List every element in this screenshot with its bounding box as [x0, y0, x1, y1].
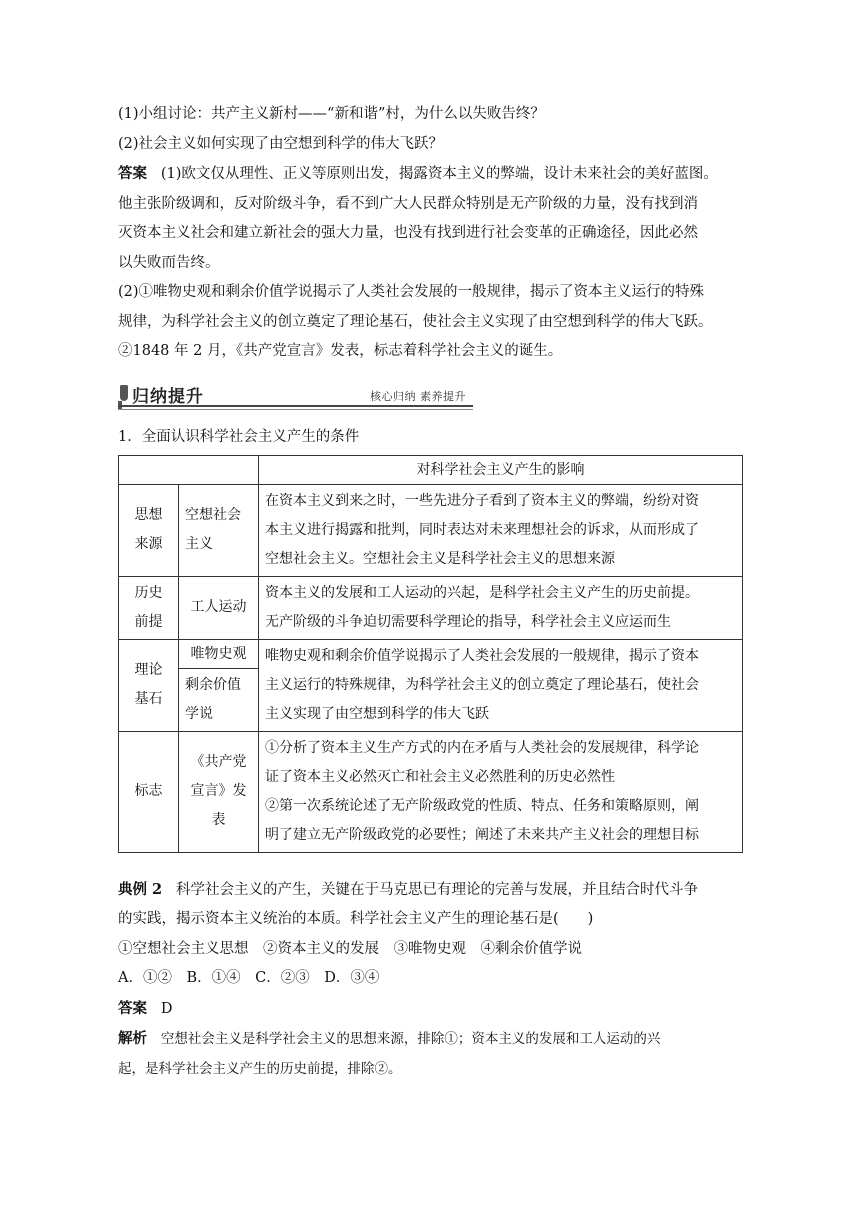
- answer-block: [118, 159, 743, 367]
- row-category: [119, 484, 179, 576]
- section-1-title: 1．全面认识科学社会主义产生的条件: [118, 428, 360, 445]
- section-banner: [118, 381, 743, 407]
- example-options: ①空想社会主义思想 ②资本主义的发展 ③唯物史观 ④剩余价值学说: [118, 940, 582, 957]
- cell-text-line: 空想社会: [185, 507, 241, 523]
- example-block: [118, 875, 743, 1085]
- answer-p1-line1: (1)欧文仅从理性、正义等原则出发，揭露资本主义的弊端，设计未来社会的美好蓝图。: [160, 166, 718, 182]
- row-subcategory: [179, 484, 259, 576]
- example-answer-value: D: [160, 1000, 173, 1017]
- row-category: 标志: [119, 731, 179, 852]
- row-subcategory: 唯物史观: [179, 639, 259, 668]
- row-category: [119, 576, 179, 639]
- table-row: [119, 731, 743, 852]
- row-subcategory: [179, 731, 259, 852]
- table-header-cell: 对科学社会主义产生的影响: [259, 455, 743, 484]
- example-analysis-label: 解析: [118, 1030, 147, 1047]
- cell-text-line: 宣言》发: [190, 783, 247, 799]
- table-row: [119, 639, 743, 668]
- cell-text-line: 剩余价值: [185, 676, 241, 693]
- table-row: [119, 484, 743, 576]
- cell-text-line: 历史: [134, 584, 163, 601]
- cell-text-line: 来源: [134, 536, 163, 552]
- conditions-table: [118, 455, 743, 853]
- cell-text-line: 思想: [134, 507, 163, 523]
- answer-label: 答案: [118, 165, 147, 182]
- row-description: ①分析了资本主义生产方式的内在矛盾与人类社会的发展规律，科学论 证了资本主义必然灭亡和社会主义必然胜利的历史必然性 ②第一次系统论述了无产阶级政党的性质、特点、任务和策略原则，阐 明了建立无产阶级政党的必要性；阐述了未来共产主义社会的理想目标: [259, 731, 743, 852]
- example-label: 典例 2: [118, 880, 163, 898]
- question-1: (1)小组讨论：共产主义新村——“新和谐”村，为什么以失败告终？: [118, 106, 545, 122]
- banner-rule-thin: [118, 409, 473, 410]
- example-analysis-line2: 起，是科学社会主义产生的历史前提，排除②。: [118, 1060, 402, 1077]
- table-header-empty: [119, 455, 259, 484]
- row-subcategory: [179, 668, 259, 731]
- banner-rule: [118, 405, 473, 407]
- banner-title: 归纳提升: [132, 386, 204, 407]
- example-stem-line1: 科学社会主义的产生，关键在于马克思已有理论的完善与发展，并且结合时代斗争: [175, 881, 698, 898]
- table-row: [119, 576, 743, 639]
- answer-p1-line4: 以失败而告终。: [118, 254, 220, 271]
- row-category: [119, 639, 179, 731]
- cell-text-line: 表: [211, 812, 226, 828]
- cell-text-line: 理论: [134, 662, 163, 678]
- question-2: (2)社会主义如何实现了由空想到科学的伟大飞跃？: [118, 135, 444, 152]
- answer-p2-line1: (2)①唯物史观和剩余价值学说揭示了人类社会发展的一般规律，揭示了资本主义运行的特殊: [118, 284, 705, 300]
- row-description: 唯物史观和剩余价值学说揭示了人类社会发展的一般规律，揭示了资本 主义运行的特殊规律，为科学社会主义的创立奠定了理论基石，使社会 主义实现了由空想到科学的伟大飞跃: [259, 639, 743, 731]
- cell-text-line: 学说: [185, 705, 213, 722]
- banner-marker-icon: [120, 385, 128, 401]
- banner-subtitle: 核心归纳 素养提升: [370, 389, 466, 403]
- cell-text-line: 前提: [134, 613, 163, 630]
- cell-text-line: 基石: [134, 691, 163, 707]
- example-answer-label: 答案: [118, 999, 147, 1017]
- page-content: [118, 100, 743, 1084]
- example-stem-line2: 的实践，揭示资本主义统治的本质。科学社会主义产生的理论基石是( ): [118, 911, 594, 927]
- row-description: 在资本主义到来之时，一些先进分子看到了资本主义的弊端，纷纷对资 本主义进行揭露和批判，同时表达对未来理想社会的诉求，从而形成了 空想社会主义。空想社会主义是科学社会主义的思想来源: [259, 484, 743, 576]
- example-choices: A．①② B．①④ C．②③ D．③④: [118, 970, 380, 986]
- row-subcategory: 工人运动: [179, 576, 259, 639]
- table-header-row: [119, 455, 743, 484]
- answer-p1-line3: 灭资本主义社会和建立新社会的强大力量，也没有找到进行社会变革的正确途径，因此必然: [118, 225, 698, 241]
- row-description: 资本主义的发展和工人运动的兴起，是科学社会主义产生的历史前提。 无产阶级的斗争迫切需要科学理论的指导，科学社会主义应运而生: [259, 576, 743, 639]
- cell-text-line: 《共产党: [190, 754, 247, 770]
- example-analysis-line1: 空想社会主义是科学社会主义的思想来源，排除①；资本主义的发展和工人运动的兴: [160, 1031, 661, 1047]
- answer-p2-line2: 规律，为科学社会主义的创立奠定了理论基石，使社会主义实现了由空想到科学的伟大飞跃。: [118, 313, 713, 330]
- answer-p2-line3: ②1848 年 2 月，《共产党宣言》发表，标志着科学社会主义的诞生。: [118, 343, 563, 359]
- cell-text-line: 主义: [185, 536, 213, 552]
- answer-p1-line2: 他主张阶级调和，反对阶级斗争，看不到广大人民群众特别是无产阶级的力量，没有找到消: [118, 195, 698, 212]
